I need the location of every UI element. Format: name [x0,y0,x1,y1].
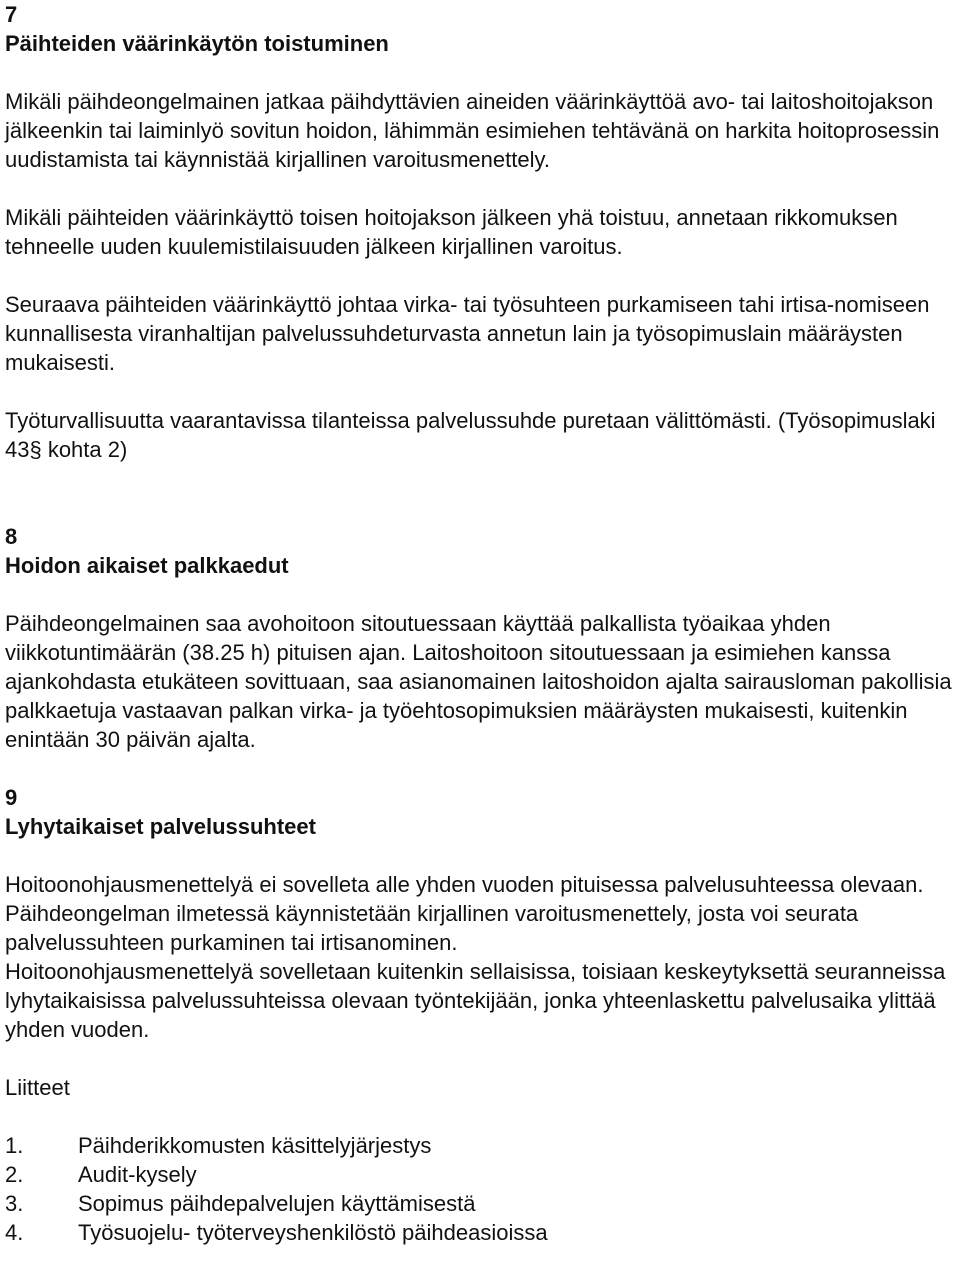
list-item-text: Työsuojelu- työterveyshenkilöstö päihdeasioissa [78,1220,548,1245]
list-item-number: 3. [5,1191,24,1216]
section-number: 9 [5,785,18,810]
paragraph: Mikäli päihdeongelmainen jatkaa päihdyttävien aineiden väärinkäyttöä avo- tai laitoshoitojakson jälkeenkin tai laiminlyö sovitun hoidon, lähimmän esimiehen tehtävänä on harkita hoitoprosessin uudistamista tai käynnistää kirjallinen varoitusmenettely. [5,89,940,172]
list-item-text: Audit-kysely [78,1162,197,1187]
section-title: Päihteiden väärinkäytön toistuminen [5,31,389,56]
paragraph: Hoitoonohjausmenettelyä ei sovelleta alle yhden vuoden pituisessa palvelusuhteessa olevaan. Päihdeongelman ilmetessä käynnistetään kirjallinen varoitusmenettely, josta voi seurata palvelussuhteen purkaminen tai irtisanominen. [5,872,924,955]
list-item-number: 1. [5,1133,24,1158]
section-7 [5,0,954,464]
attachments [5,1073,954,1247]
paragraph: Hoitoonohjausmenettelyä sovelletaan kuitenkin sellaisissa, toisiaan keskeytyksettä seuranneissa lyhytaikaisissa palvelussuhteissa olevaan työntekijään, jonka yhteenlaskettu palvelusaika ylittää yhden vuoden. [5,959,946,1042]
section-number: 8 [5,524,18,549]
attachments-heading: Liitteet [5,1075,70,1100]
paragraph: Päihdeongelmainen saa avohoitoon sitoutuessaan käyttää palkallista työaikaa yhden viikkotuntimäärän (38.25 h) pituisen ajan. Laitoshoitoon sitoutuessaan ja esimiehen kanssa ajankohdasta etukäteen sovittuaan, saa asianomainen laitoshoidon ajalta sairausloman pakollisia palkkaetuja vastaavan palkan virka- ja työehtosopimuksien määräysten mukaisesti, kuitenkin enintään 30 päivän ajalta. [5,611,952,752]
list-item [5,1131,954,1160]
section-number: 7 [5,2,18,27]
section-9 [5,783,954,1044]
list-item-number: 4. [5,1220,24,1245]
paragraph: Seuraava päihteiden väärinkäyttö johtaa virka- tai työsuhteen purkamiseen tahi irtisa-nomiseen kunnallisesta viranhaltijan palvelussuhdeturvasta annetun lain ja työsopimuslain määräysten mukaisesti. [5,292,930,375]
section-title: Lyhytaikaiset palvelussuhteet [5,814,316,839]
section-title: Hoidon aikaiset palkkaedut [5,553,289,578]
list-item [5,1160,954,1189]
paragraph: Työturvallisuutta vaarantavissa tilanteissa palvelussuhde puretaan välittömästi. (Työsopimuslaki 43§ kohta 2) [5,408,936,462]
paragraph: Mikäli päihteiden väärinkäyttö toisen hoitojakson jälkeen yhä toistuu, annetaan rikkomuksen tehneelle uuden kuulemistilaisuuden jälkeen kirjallinen varoitus. [5,205,898,259]
list-item-number: 2. [5,1162,24,1187]
list-item [5,1218,954,1247]
list-item-text: Päihderikkomusten käsittelyjärjestys [78,1133,432,1158]
list-item-text: Sopimus päihdepalvelujen käyttämisestä [78,1191,476,1216]
attachments-list [5,1131,954,1247]
list-item [5,1189,954,1218]
section-8 [5,522,954,754]
